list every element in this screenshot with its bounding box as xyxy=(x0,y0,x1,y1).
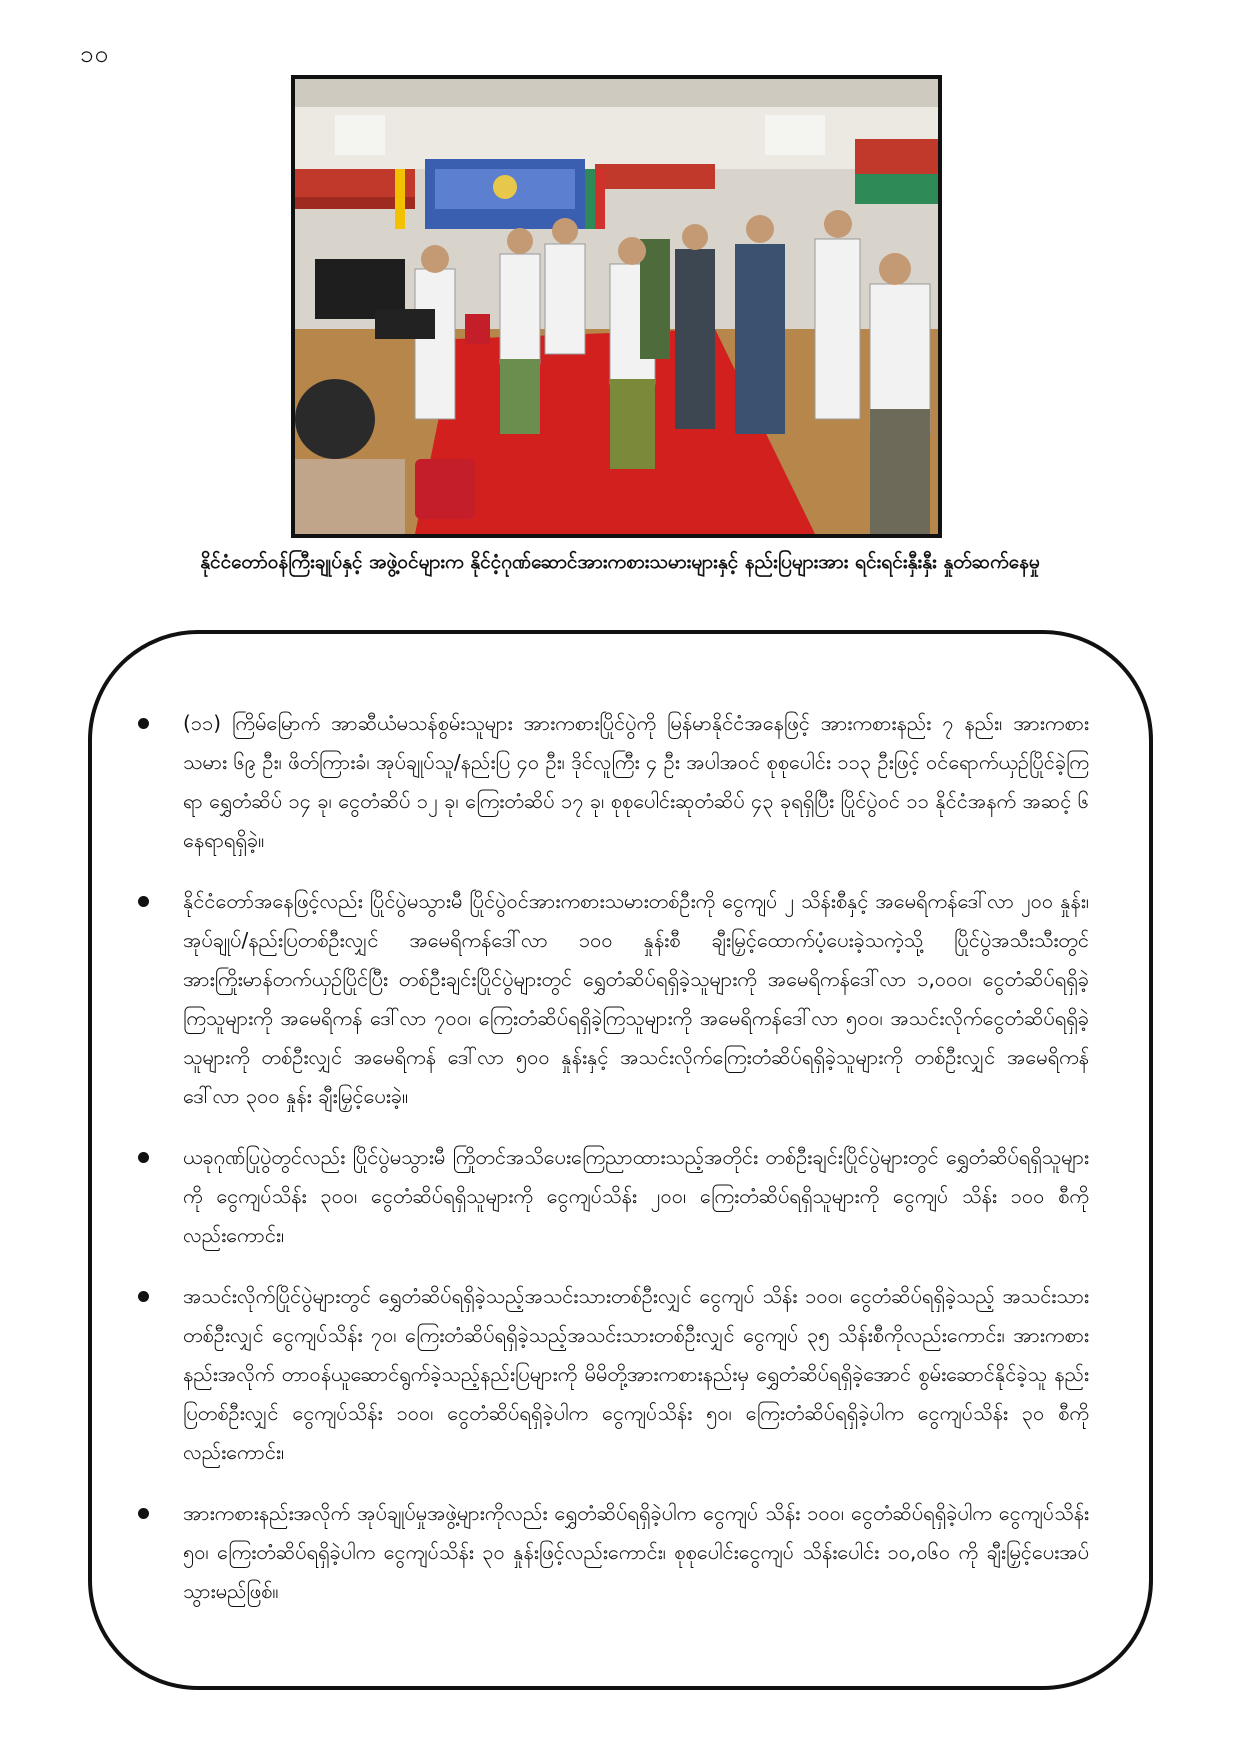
list-item xyxy=(138,704,1089,860)
bullet-icon xyxy=(138,718,149,729)
list-item xyxy=(138,882,1089,1116)
event-photo-illustration xyxy=(295,79,938,534)
list-item xyxy=(138,1138,1089,1255)
bullet-text: နိုင်ငံတော်အနေဖြင့်လည်း ပြိုင်ပွဲမသွားမီ ပြိုင်ပွဲဝင်အားကစားသမားတစ်ဦးကို ငွေကျပ် ၂ သိန်းစီနှင့် အမေရိကန်ဒေါ်လာ ၂၀၀ နှုန်း၊ အုပ်ချုပ်/နည်းပြတစ်ဦးလျှင် အမေရိကန်ဒေါ်လာ ၁၀၀ နှုန်းစီ ချီးမြှင့်ထောက်ပံ့ပေးခဲ့သကဲ့သို့ ပြိုင်ပွဲအသီးသီးတွင် အားကြိုးမာန်တက်ယှဉ်ပြိုင်ပြီး တစ်ဦးချင်းပြိုင်ပွဲများတွင် ရွှေတံဆိပ်ရရှိခဲ့သူများကို အမေရိကန်ဒေါ်လာ ၁,၀၀၀၊ ငွေတံဆိပ်ရရှိခဲ့ကြသူများကို အမေရိကန် ဒေါ်လာ ၇၀၀၊ ကြေးတံဆိပ်ရရှိခဲ့ကြသူများကို အမေရိကန်ဒေါ်လာ ၅၀၀၊ အသင်းလိုက်ငွေတံဆိပ်ရရှိခဲ့သူများကို တစ်ဦးလျှင် အမေရိကန် ဒေါ်လာ ၅၀၀ နှုန်းနှင့် အသင်းလိုက်ကြေးတံဆိပ်ရရှိခဲ့သူများကို တစ်ဦးလျှင် အမေရိကန်ဒေါ်လာ ၃၀၀ နှုန်း ချီးမြှင့်ပေးခဲ့။ xyxy=(183,889,1089,1108)
event-photo xyxy=(291,75,942,538)
bullet-text: (၁၁) ကြိမ်မြောက် အာဆီယံမသန်စွမ်းသူများ အားကစားပြိုင်ပွဲကို မြန်မာနိုင်ငံအနေဖြင့် အားကစားနည်း ၇ နည်း၊ အားကစားသမား ၆၉ ဦး၊ ဖိတ်ကြားခံ၊ အုပ်ချုပ်သူ/နည်းပြ ၄၀ ဦး၊ ဒိုင်လူကြီး ၄ ဦး အပါအဝင် စုစုပေါင်း ၁၁၃ ဦးဖြင့် ဝင်ရောက်ယှဉ်ပြိုင်ခဲ့ကြရာ ရွှေတံဆိပ် ၁၄ ခု၊ ငွေတံဆိပ် ၁၂ ခု၊ ကြေးတံဆိပ် ၁၇ ခု၊ စုစုပေါင်းဆုတံဆိပ် ၄၃ ခုရရှိပြီး ပြိုင်ပွဲဝင် ၁၁ နိုင်ငံအနက် အဆင့် ၆ နေရာရရှိခဲ့။ xyxy=(183,711,1089,852)
bullet-text: အသင်းလိုက်ပြိုင်ပွဲများတွင် ရွှေတံဆိပ်ရရှိခဲ့သည့်အသင်းသားတစ်ဦးလျှင် ငွေကျပ် သိန်း ၁၀၀၊ ငွေတံဆိပ်ရရှိခဲ့သည့် အသင်းသားတစ်ဦးလျှင် ငွေကျပ်သိန်း ၇၀၊ ကြေးတံဆိပ်ရရှိခဲ့သည့်အသင်းသားတစ်ဦးလျှင် ငွေကျပ် ၃၅ သိန်းစီကိုလည်းကောင်း၊ အားကစားနည်းအလိုက် တာဝန်ယူဆောင်ရွက်ခဲ့သည့်နည်းပြများကို မိမိတို့အားကစားနည်းမှ ရွှေတံဆိပ်ရရှိခဲ့အောင် စွမ်းဆောင်နိုင်ခဲ့သူ နည်းပြတစ်ဦးလျှင် ငွေကျပ်သိန်း ၁၀၀၊ ငွေတံဆိပ်ရရှိခဲ့ပါက ငွေကျပ်သိန်း ၅၀၊ ကြေးတံဆိပ်ရရှိခဲ့ပါက ငွေကျပ်သိန်း ၃၀ စီကိုလည်းကောင်း၊ xyxy=(183,1284,1089,1464)
bullet-icon xyxy=(138,1508,149,1519)
bullet-list xyxy=(138,704,1089,1633)
bullet-icon xyxy=(138,1291,149,1302)
bullet-text: ယခုဂုဏ်ပြုပွဲတွင်လည်း ပြိုင်ပွဲမသွားမီ ကြိုတင်အသိပေးကြေညာထားသည့်အတိုင်း တစ်ဦးချင်းပြိုင်ပွဲများတွင် ရွှေတံဆိပ်ရရှိသူများကို ငွေကျပ်သိန်း ၃၀၀၊ ငွေတံဆိပ်ရရှိသူများကို ငွေကျပ်သိန်း ၂၀၀၊ ကြေးတံဆိပ်ရရှိသူများကို ငွေကျပ် သိန်း ၁၀၀ စီကိုလည်းကောင်း၊ xyxy=(183,1145,1089,1247)
bullet-text: အားကစားနည်းအလိုက် အုပ်ချုပ်မှုအဖွဲ့များကိုလည်း ရွှေတံဆိပ်ရရှိခဲ့ပါက ငွေကျပ် သိန်း ၁၀၀၊ ငွေတံဆိပ်ရရှိခဲ့ပါက ငွေကျပ်သိန်း ၅၀၊ ကြေးတံဆိပ်ရရှိခဲ့ပါက ငွေကျပ်သိန်း ၃၀ နှုန်းဖြင့်လည်းကောင်း၊ စုစုပေါင်းငွေကျပ် သိန်းပေါင်း ၁၀,၀၆၀ ကို ချီးမြှင့်ပေးအပ်သွားမည်ဖြစ်။ xyxy=(183,1501,1089,1603)
bullet-icon xyxy=(138,1152,149,1163)
list-item xyxy=(138,1277,1089,1472)
list-item xyxy=(138,1494,1089,1611)
highlights-box xyxy=(88,630,1153,1690)
bullet-icon xyxy=(138,896,149,907)
photo-caption: နိုင်ငံတော်ဝန်ကြီးချုပ်နှင့် အဖွဲ့ဝင်များက နိုင်ငံ့ဂုဏ်ဆောင်အားကစားသမားများနှင့် နည်းပြများအား ရင်းရင်းနှီးနှီး နှုတ်ဆက်နေမှု xyxy=(200,551,1040,573)
page-number: ၁၀ xyxy=(80,40,109,68)
